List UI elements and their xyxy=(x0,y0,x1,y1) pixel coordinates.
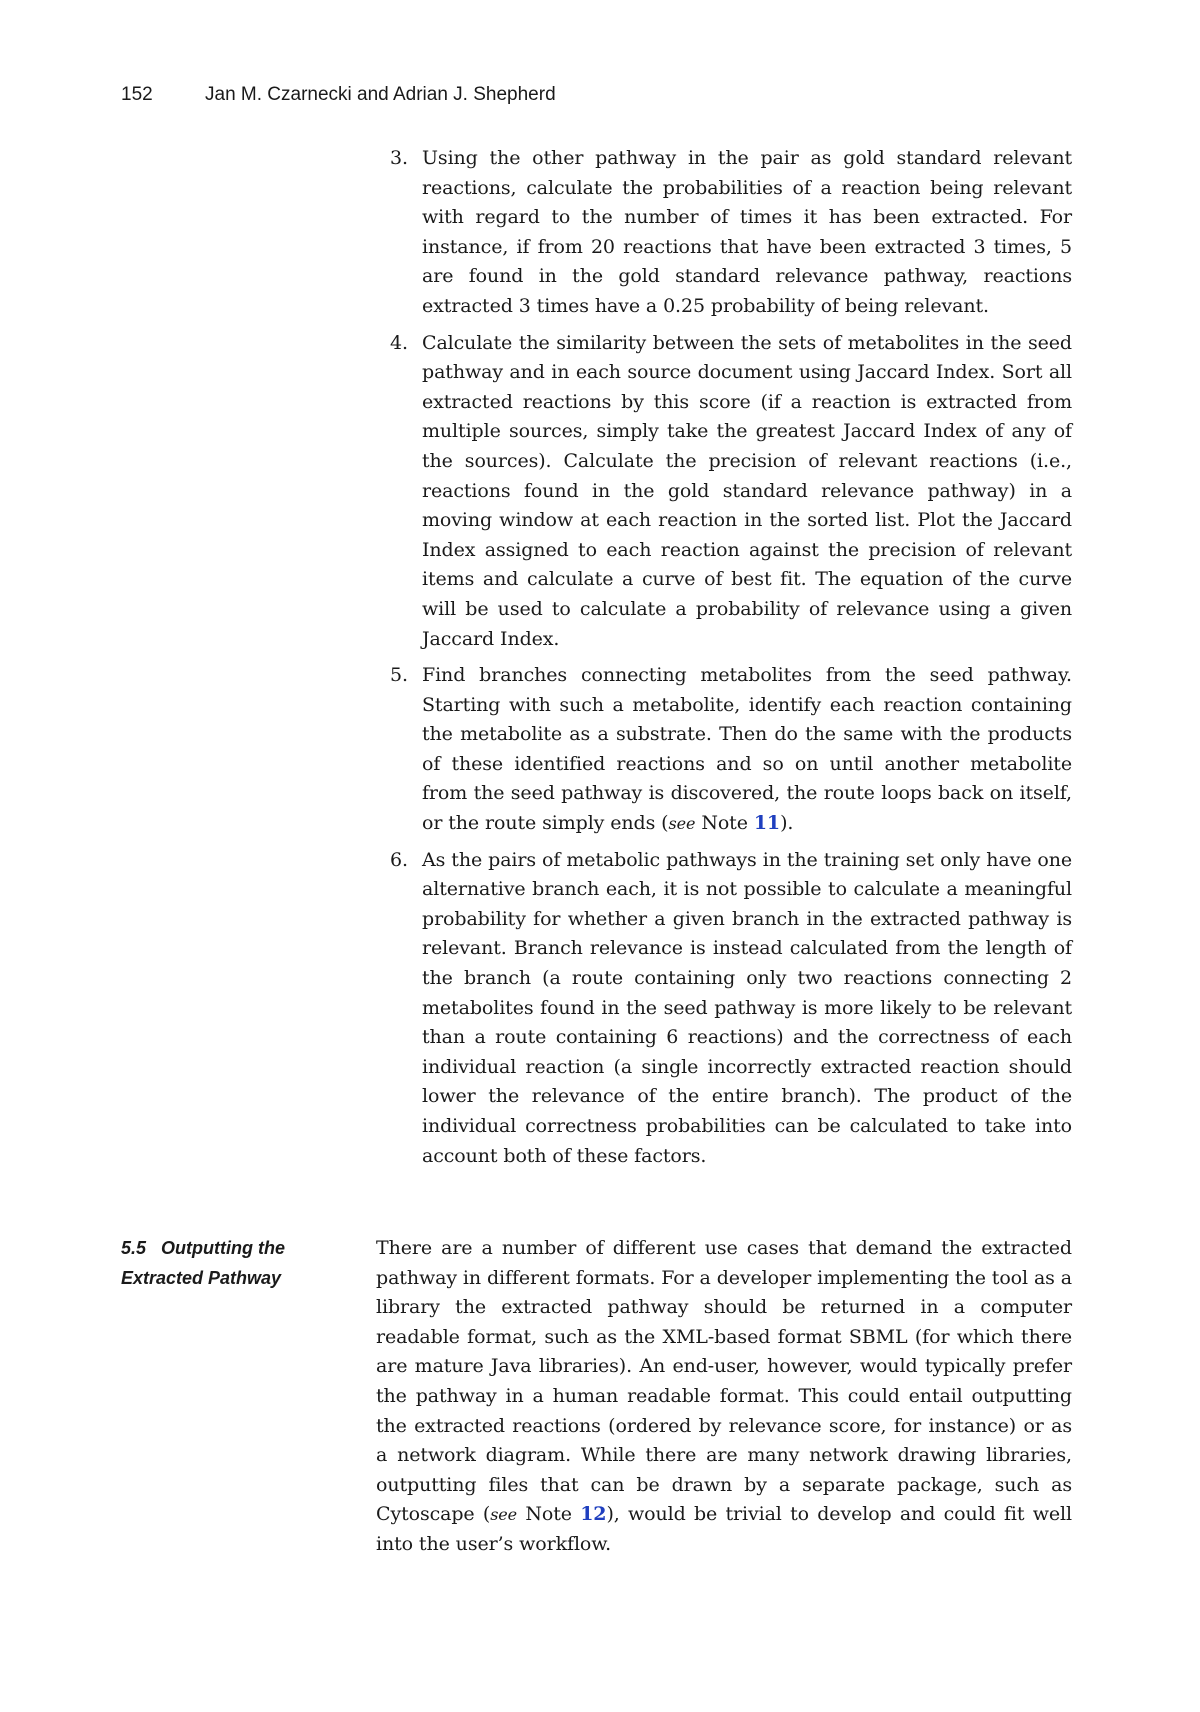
note-number: 12 xyxy=(580,1503,607,1526)
running-header xyxy=(121,84,556,106)
step-5 xyxy=(390,661,1072,839)
step-text: As the pairs of metabolic pathways in the training set only have one alternative branch each, it is not possible to calculate a meaningful probability for whether a given branch in the extracted pathway is relevant. Branch relevance is instead calculated from the length of the branch (a route containing only two reactions connecting 2 metabolites found in the seed pathway is more likely to be relevant than a route containing 6 reactions) and the correctness of each individual reaction (a single incorrectly extracted reaction should lower the relevance of the entire branch). The product of the individual correctness probabilities can be calculated to take into account both of these factors. xyxy=(422,848,1072,1167)
note-label: Note xyxy=(525,1503,572,1526)
step-3 xyxy=(390,144,1072,322)
section-body-text: There are a number of different use cases that demand the extracted pathway in different formats. For a developer implementing the tool as a library the extracted pathway should be returned in a computer readable format, such as the XML-based format SBML (for which there are mature Java libraries). An end-user, however, would typically prefer the pathway in a human readable format. This could entail outputting the extracted reactions (ordered by relevance score, for instance) or as a network diagram. While there are many network drawing libraries, outputting files that can be drawn by a separate package, such as Cytoscape ( xyxy=(376,1237,1072,1526)
running-authors: Jan M. Czarnecki and Adrian J. Shepherd xyxy=(205,84,556,105)
step-number: 5. xyxy=(390,664,408,687)
section-heading xyxy=(121,1234,351,1293)
note-label: Note xyxy=(701,812,748,835)
step-text: Using the other pathway in the pair as gold standard relevant reactions, calculate the probabilities of a reaction being relevant with regard to the number of times it has been extracted. For instance, if from 20 reactions that have been extracted 3 times, 5 are found in the gold standard relevance pathway, reactions extracted 3 times have a 0.25 probability of being relevant. xyxy=(422,147,1072,317)
section-title-line2: Extracted Pathway xyxy=(121,1267,282,1288)
section-number: 5.5 xyxy=(121,1238,147,1258)
step-number: 3. xyxy=(390,147,408,169)
see-label: see xyxy=(668,814,696,834)
see-label: see xyxy=(490,1505,518,1525)
section-body-text-after: ), would be trivial to develop and could fit well into the user’s workflow. xyxy=(376,1503,1072,1555)
note-12-link[interactable] xyxy=(525,1503,606,1525)
step-text: Find branches connecting metabolites from the seed pathway. Starting with such a metabolite, identify each reaction containing the metabolite as a substrate. Then do the same with the products of these identified reactions and so on until another metabolite from the seed pathway is discovered, the route loops back on itself, or the route simply ends ( xyxy=(422,664,1072,835)
procedure-steps xyxy=(390,144,1072,1178)
section-body-paragraph xyxy=(376,1234,1072,1560)
step-text: Calculate the similarity between the sets of metabolites in the seed pathway and in each source document using Jaccard Index. Sort all extracted reactions by this score (if a reaction is extracted from multiple sources, simply take the greatest Jaccard Index of any of the sources). Calculate the precision of relevant reactions (i.e., reactions found in the gold standard relevance pathway) in a moving window at each reaction in the sorted list. Plot the Jaccard Index assigned to each reaction against the precision of relevant items and calculate a curve of best fit. The equation of the curve will be used to calculate a probability of relevance using a given Jaccard Index. xyxy=(422,331,1072,650)
step-text-after: ). xyxy=(780,812,794,835)
section-title-line1: Outputting the xyxy=(161,1238,286,1258)
step-4 xyxy=(390,329,1072,655)
step-number: 6. xyxy=(390,848,408,871)
step-6 xyxy=(390,846,1072,1172)
note-11-link[interactable] xyxy=(701,812,780,834)
page-number: 152 xyxy=(121,84,153,105)
note-number: 11 xyxy=(753,812,781,835)
step-number: 4. xyxy=(390,331,408,354)
